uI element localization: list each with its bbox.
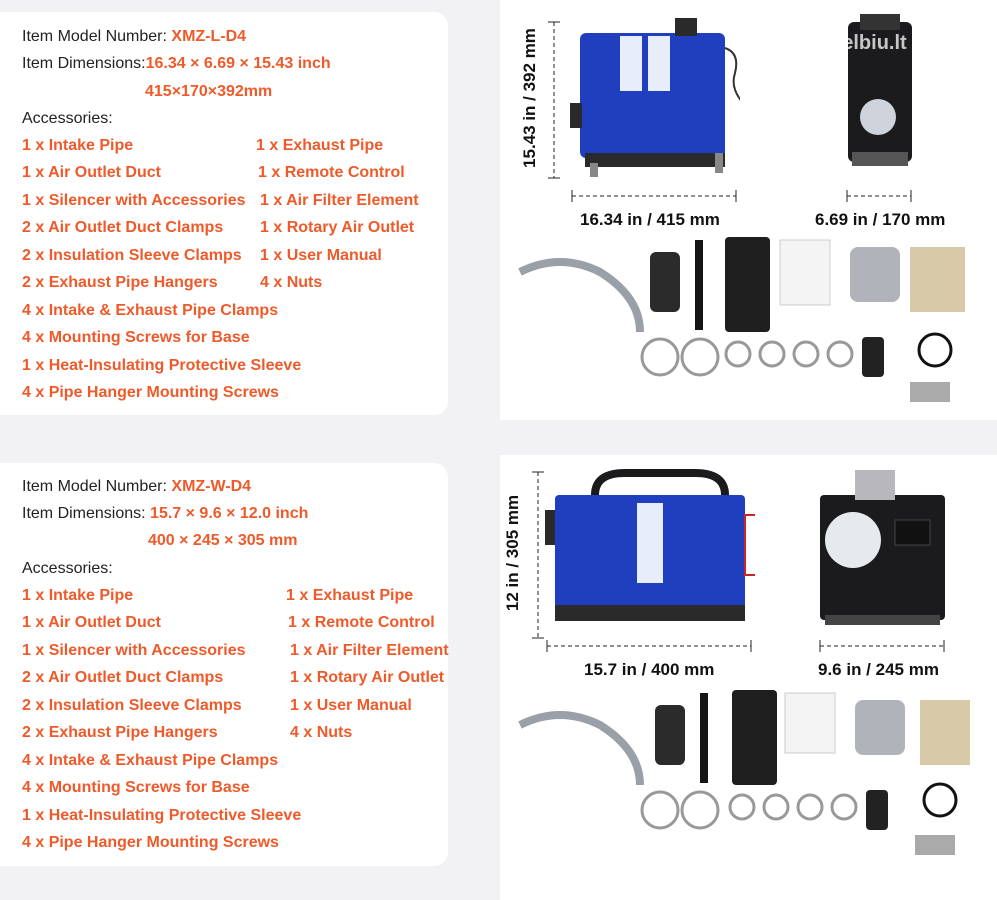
model-value: XMZ-L-D4 [171,28,247,45]
accessories-image [510,685,970,865]
height-dimension-label: 12 in / 305 mm [503,494,522,612]
accessory-item: 4 x Mounting Screws for Base [22,329,250,346]
accessory-item: 1 x Rotary Air Outlet [260,219,415,236]
dimensions-row [22,504,308,524]
watermark-text: skelbiu.lt [820,32,907,54]
model-number-row [22,27,246,47]
model-label: Item Model Number: [22,478,167,495]
depth-dimension-label: 6.69 in / 170 mm [815,210,946,229]
product-panel-bottom [500,455,997,900]
dimensions-inch: 15.7 × 9.6 × 12.0 inch [150,505,309,522]
accessory-item: 1 x Heat-Insulating Protective Sleeve [22,357,302,374]
accessory-item: 1 x Air Outlet Duct [22,614,161,631]
accessory-item: 2 x Insulation Sleeve Clamps [22,697,242,714]
accessory-item: 1 x User Manual [260,247,382,264]
accessory-item: 1 x Silencer with Accessories [22,192,246,209]
width-dimension-label: 16.34 in / 415 mm [580,210,720,229]
accessory-item: 1 x Heat-Insulating Protective Sleeve [22,807,302,824]
accessory-item: 1 x User Manual [290,697,412,714]
heater-front-image [545,465,755,635]
dimensions-mm: 400 × 245 × 305 mm [148,532,298,549]
accessory-item: 4 x Intake & Exhaust Pipe Clamps [22,752,279,769]
accessory-item: 1 x Exhaust Pipe [286,587,414,604]
accessory-item: 4 x Pipe Hanger Mounting Screws [22,834,279,851]
accessory-item: 1 x Air Filter Element [290,642,449,659]
heater-front-image [570,8,740,183]
accessory-item: 4 x Pipe Hanger Mounting Screws [22,384,279,401]
accessory-item: 1 x Air Outlet Duct [22,164,161,181]
accessory-item: 2 x Air Outlet Duct Clamps [22,669,224,686]
dimensions-inch: 16.34 × 6.69 × 15.43 inch [145,55,331,72]
accessories-label: Accessories: [22,110,113,127]
model-value: XMZ-W-D4 [171,478,252,495]
accessory-item: 4 x Nuts [260,274,323,291]
width-dimension-line [570,190,740,202]
accessory-item: 1 x Intake Pipe [22,137,134,154]
accessory-item: 2 x Air Outlet Duct Clamps [22,219,224,236]
spec-card-bottom [0,463,448,866]
accessory-item: 1 x Remote Control [258,164,405,181]
accessory-item: 2 x Exhaust Pipe Hangers [22,274,218,291]
dimensions-label: Item Dimensions: [22,55,146,72]
accessory-item: 1 x Rotary Air Outlet [290,669,445,686]
accessory-item: 2 x Exhaust Pipe Hangers [22,724,218,741]
height-dimension-line [548,20,560,180]
accessory-item: 1 x Silencer with Accessories [22,642,246,659]
width-dimension-label: 15.7 in / 400 mm [584,660,715,679]
dimensions-row [22,54,331,74]
height-dimension-line [532,470,544,640]
spec-card-top [0,12,448,415]
product-panel-top [500,0,997,420]
accessory-item: 2 x Insulation Sleeve Clamps [22,247,242,264]
accessory-item: 1 x Intake Pipe [22,587,134,604]
accessory-item: 4 x Intake & Exhaust Pipe Clamps [22,302,279,319]
accessories-label: Accessories: [22,560,113,577]
depth-dimension-label: 9.6 in / 245 mm [818,660,939,679]
depth-dimension-line [818,640,948,652]
heater-side-image [815,465,950,630]
dimensions-label: Item Dimensions: [22,505,146,522]
model-number-row [22,477,251,497]
width-dimension-line [545,640,755,652]
dimensions-mm: 415×170×392mm [145,83,273,100]
height-dimension-label: 15.43 in / 392 mm [520,28,539,168]
accessory-item: 4 x Mounting Screws for Base [22,779,250,796]
accessory-item: 1 x Air Filter Element [260,192,419,209]
depth-dimension-line [845,190,915,202]
accessory-item: 4 x Nuts [290,724,353,741]
accessory-item: 1 x Exhaust Pipe [256,137,384,154]
accessory-item: 1 x Remote Control [288,614,435,631]
model-label: Item Model Number: [22,28,167,45]
accessories-image [510,232,970,412]
